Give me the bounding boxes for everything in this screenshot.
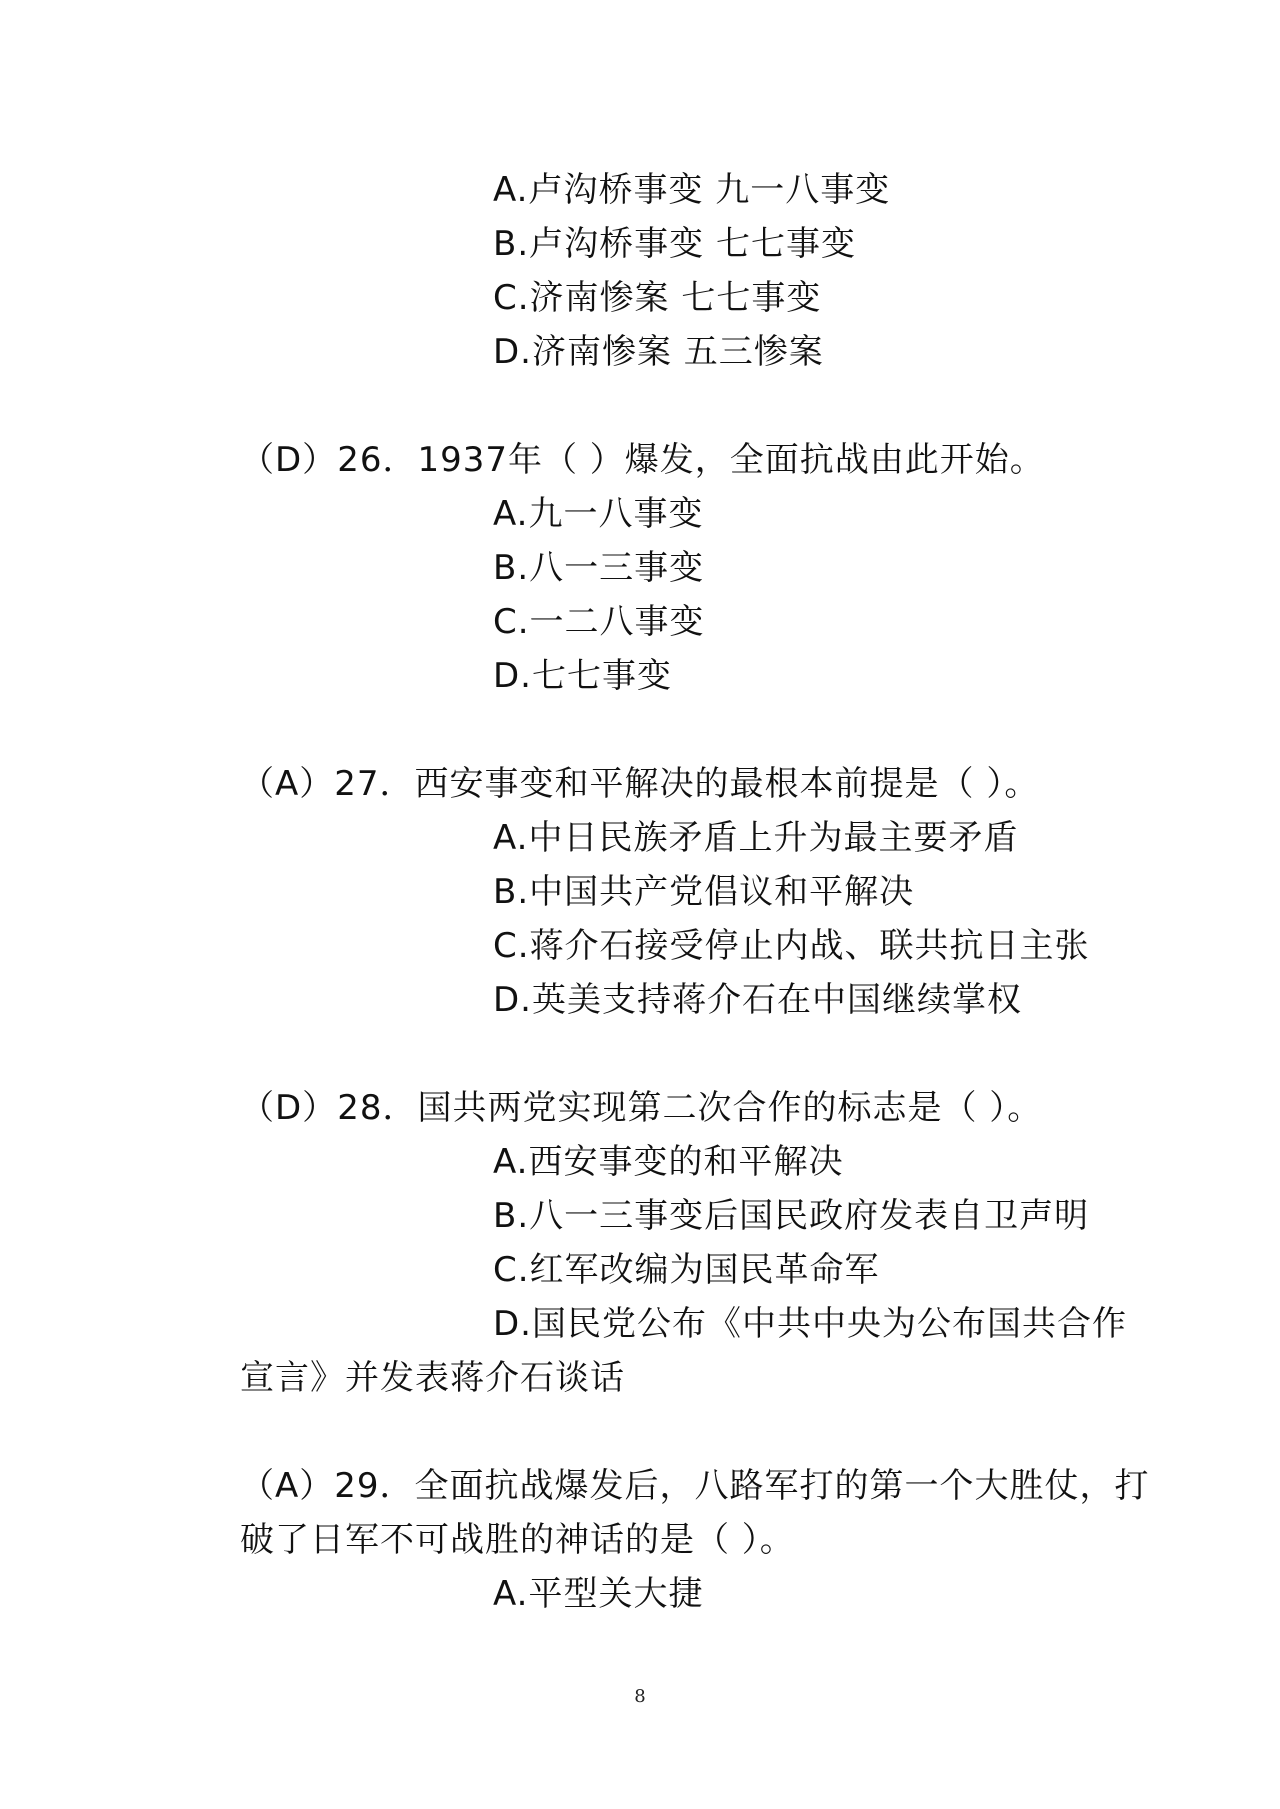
answer-marker: （D） [240,1088,338,1128]
q28-option-b: B.八一三事变后国民政府发表自卫声明 [493,1196,1090,1236]
question-26 [240,440,1045,480]
q28-option-c: C.红军改编为国民革命军 [493,1250,880,1290]
q29-stem-continuation: 破了日军不可战胜的神话的是（ ）。 [240,1520,795,1560]
answer-marker: （A） [240,1466,335,1506]
question-stem: 27．西安事变和平解决的最根本前提是（ ）。 [334,764,1040,804]
q27-option-c: C.蒋介石接受停止内战、联共抗日主张 [493,926,1090,966]
question-stem: 29．全面抗战爆发后，八路军打的第一个大胜仗，打 [334,1466,1150,1506]
answer-marker: （A） [240,764,335,804]
q28-option-d: D.国民党公布《中共中央为公布国共合作 [493,1304,1127,1344]
q27-option-d: D.英美支持蒋介石在中国继续掌权 [493,980,1022,1020]
prev-option-a: A.卢沟桥事变 九一八事变 [493,170,891,210]
question-stem: 28．国共两党实现第二次合作的标志是（ ）。 [337,1088,1043,1128]
prev-option-b: B.卢沟桥事变 七七事变 [493,224,856,264]
prev-option-c: C.济南惨案 七七事变 [493,278,822,318]
question-28 [240,1088,1042,1128]
q28-option-d-continuation: 宣言》并发表蒋介石谈话 [240,1358,625,1398]
q27-option-b: B.中国共产党倡议和平解决 [493,872,915,912]
q26-option-a: A.九一八事变 [493,494,704,534]
answer-marker: （D） [240,440,338,480]
prev-option-d: D.济南惨案 五三惨案 [493,332,824,372]
q27-option-a: A.中日民族矛盾上升为最主要矛盾 [493,818,1019,858]
q26-option-b: B.八一三事变 [493,548,705,588]
question-29 [240,1466,1150,1506]
q28-option-a: A.西安事变的和平解决 [493,1142,844,1182]
q26-option-c: C.一二八事变 [493,602,705,642]
question-stem: 26．1937年（ ）爆发，全面抗战由此开始。 [337,440,1045,480]
q26-option-d: D.七七事变 [493,656,672,696]
page-number: 8 [634,1686,646,1707]
q29-option-a: A.平型关大捷 [493,1574,704,1614]
question-27 [240,764,1039,804]
